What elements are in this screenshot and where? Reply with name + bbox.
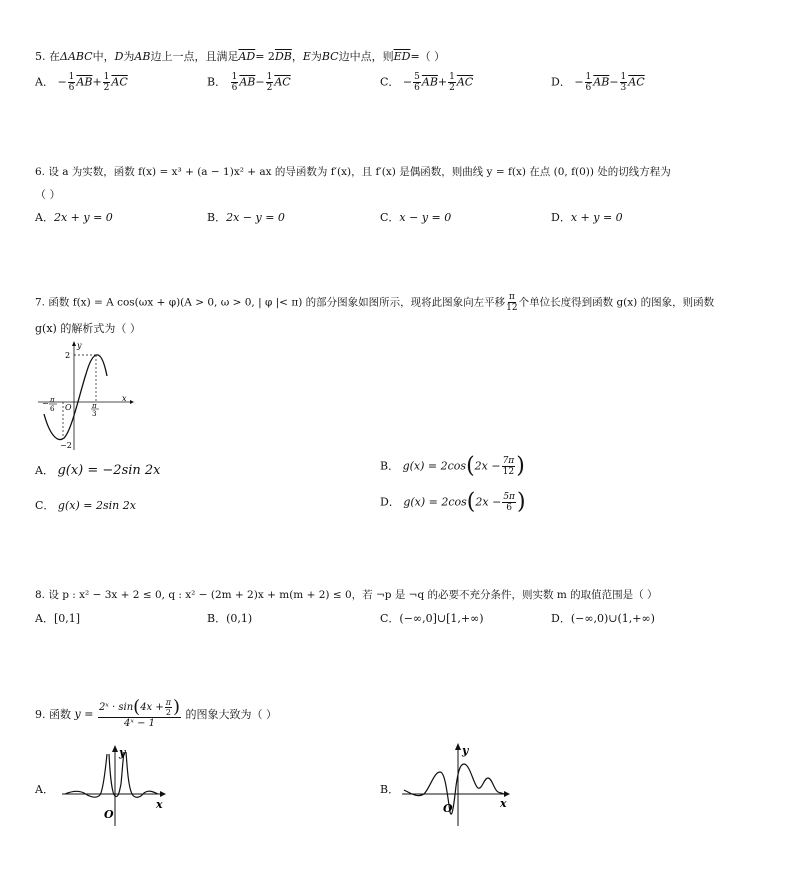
q7-stem-end: g(x) 的解析式为（ ） bbox=[35, 322, 141, 335]
q7-option-d[interactable]: D． g(x) = 2cos(2x − $\frac{5\pi}{6}$ ) bbox=[380, 489, 526, 515]
q9a-x-arrow bbox=[160, 791, 166, 797]
q5-option-d[interactable]: D． − $\frac{1}{6}$ $\overline{AB}-$ $\frac{1}{3}$ $\overline{AC}$ bbox=[551, 72, 645, 93]
q9a-origin: O bbox=[104, 808, 114, 821]
q6-stem: 6. 设 a 为实数，函数 f(x) = x³ + (a − 1)x² + ax 的导函数为 f′(x)，且 f′(x) 是偶函数，则曲线 y = f(x) 在点 (0, f(0)) 处的切线方程为 bbox=[35, 166, 671, 178]
q9-fraction: 2ˣ · sin(4x + $\frac{\pi}{2}$ ) 4ˣ − 1 bbox=[98, 696, 181, 729]
q9-stem: 9. 函数 y = 2ˣ · sin(4x + $\frac{\pi}{2}$ ) 4ˣ − 1 的图象大致为（ ） bbox=[35, 696, 278, 729]
q6-option-a[interactable]: A．2x + y = 0 bbox=[35, 211, 113, 224]
q7-neg-tick-sign: − bbox=[42, 399, 49, 408]
q7-y-top: 2 bbox=[65, 351, 71, 360]
q7-pos-tick-den: 3 bbox=[92, 410, 97, 418]
q9-option-a-label[interactable]: A． bbox=[35, 783, 54, 796]
q9-graph-a[interactable] bbox=[60, 744, 170, 828]
q7-y-arrow bbox=[72, 341, 76, 346]
q8-option-b[interactable]: B．(0,1) bbox=[207, 612, 253, 625]
q7-option-c[interactable]: C． g(x) = 2sin 2x bbox=[35, 499, 136, 512]
q8-option-d[interactable]: D．(−∞,0)∪(1,+∞) bbox=[551, 612, 655, 625]
q9-graph-b[interactable] bbox=[400, 742, 515, 828]
q7-neg-tick-num: π bbox=[50, 396, 55, 404]
q9b-y-arrow bbox=[455, 743, 461, 750]
q5-option-b[interactable]: B． $\frac{1}{6}$ $\overline{AB}-$ $\frac{1}{2}$ $\overline{AC}$ bbox=[207, 72, 291, 93]
q9-option-b-label[interactable]: B． bbox=[380, 783, 400, 796]
q8-option-c[interactable]: C．(−∞,0]∪[1,+∞) bbox=[380, 612, 484, 625]
q6-stem-end: （ ） bbox=[35, 188, 61, 201]
q9a-curve bbox=[65, 752, 158, 797]
q5-stem: 5. 在ΔABC中，D为AB边上一点，且满足$\overline{AD}= 2\overline{DB}$，E为BC边中点，则$\overline{ED}=$（ ） bbox=[35, 50, 446, 63]
q7-origin: O bbox=[65, 403, 72, 412]
q9a-x-label: x bbox=[156, 798, 163, 811]
q7-pos-tick-num: π bbox=[92, 402, 97, 410]
q8-option-a[interactable]: A．[0,1] bbox=[35, 612, 81, 625]
q9b-curve bbox=[404, 764, 504, 814]
q7-neg-tick-den: 6 bbox=[50, 405, 55, 413]
q7-graph bbox=[36, 340, 136, 452]
q9b-origin: O bbox=[443, 802, 453, 815]
q7-stem: 7. 函数 f(x) = A cos(ωx + φ)(A > 0, ω > 0, | φ |< π) 的部分图象如图所示，现将此图象向左平移 $\frac{\pi}{12}$ 个单位长度得到函数 g(x) 的图象，则函数 bbox=[35, 292, 715, 313]
q9a-y-arrow bbox=[112, 745, 118, 752]
q8-stem: 8. 设 p : x² − 3x + 2 ≤ 0, q : x² − (2m + 2)x + m(m + 2) ≤ 0，若 ¬p 是 ¬q 的必要不充分条件，则实数 m 的取值范围是（ ） bbox=[35, 589, 658, 601]
q9b-y-label: y bbox=[462, 744, 469, 757]
q7-option-b[interactable]: B． g(x) = 2cos(2x − $\frac{7\pi}{12}$ ) bbox=[380, 453, 525, 479]
q7-y-label: y bbox=[77, 341, 82, 350]
q6-option-d[interactable]: D．x + y = 0 bbox=[551, 211, 623, 224]
q6-option-c[interactable]: C．x − y = 0 bbox=[380, 211, 452, 224]
q5-option-c[interactable]: C． − $\frac{5}{6}$ $\overline{AB}+$ $\frac{1}{2}$ $\overline{AC}$ bbox=[380, 72, 474, 93]
q6-option-b[interactable]: B．2x − y = 0 bbox=[207, 211, 285, 224]
q9a-y-label: y bbox=[119, 746, 126, 759]
q7-option-a[interactable]: A． g(x) = −2sin 2x bbox=[35, 463, 161, 478]
q9b-x-label: x bbox=[500, 797, 507, 810]
q7-x-arrow bbox=[130, 400, 134, 404]
q7-y-bottom: −2 bbox=[60, 441, 72, 450]
q5-option-a[interactable]: A． − $\frac{1}{6}$ $\overline{AB}+$ $\frac{1}{2}$ $\overline{AC}$ bbox=[35, 72, 128, 93]
q7-x-label: x bbox=[122, 394, 127, 403]
